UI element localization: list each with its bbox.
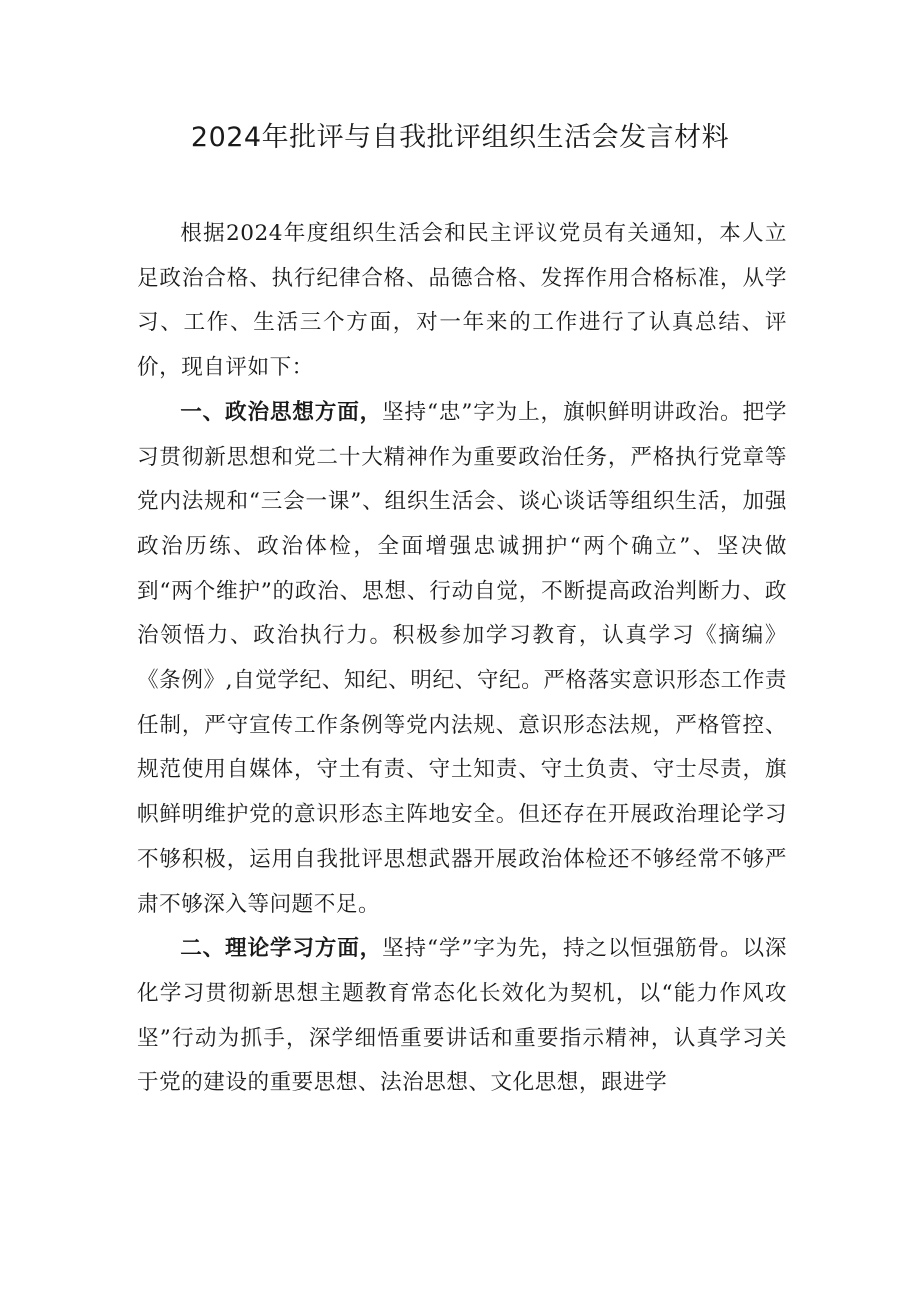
section-heading: 一、政治思想方面， bbox=[180, 399, 383, 425]
document-body bbox=[137, 212, 787, 1106]
section-political-thought bbox=[137, 391, 787, 927]
paragraph-text: 坚持“忠”字为上，旗帜鲜明讲政治。把学习贯彻新思想和党二十大精神作为重要政治任务，严格执行党章等党内法规和“三会一课”、组织生活会、谈心谈话等组织生活，加强政治历练、政治体检，全面增强忠诚拥护“两个确立”、坚决做到“两个维护”的政治、思想、行动自觉，不断提高政治判断力、政治领悟力、政治执行力。积极参加学习教育，认真学习《摘编》《条例》,自觉学纪、知纪、明纪、守纪。严格落实意识形态工作责任制，严守宣传工作条例等党内法规、意识形态法规，严格管控、规范使用自媒体，守土有责、守土知责、守土负责、守士尽责，旗帜鲜明维护党的意识形态主阵地安全。但还存在开展政治理论学习不够积极，运用自我批评思想武器开展政治体检还不够经常不够严肃不够深入等问题不足。 bbox=[137, 399, 787, 917]
intro-paragraph bbox=[137, 212, 787, 391]
document-title: 2024年批评与自我批评组织生活会发言材料 bbox=[190, 122, 730, 153]
paragraph-text: 根据2024年度组织生活会和民主评议党员有关通知，本人立足政治合格、执行纪律合格、品德合格、发挥作用合格标准，从学习、工作、生活三个方面，对一年来的工作进行了认真总结、评价，现自评如下： bbox=[137, 221, 787, 381]
section-theory-study bbox=[137, 927, 787, 1106]
paragraph-text: 坚持“学”字为先，持之以恒强筋骨。以深化学习贯彻新思想主题教育常态化长效化为契机，以“能力作风攻坚”行动为抓手，深学细悟重要讲话和重要指示精神，认真学习关于党的建设的重要思想、法治思想、文化思想，跟进学 bbox=[137, 936, 787, 1096]
section-heading: 二、理论学习方面， bbox=[180, 936, 383, 962]
